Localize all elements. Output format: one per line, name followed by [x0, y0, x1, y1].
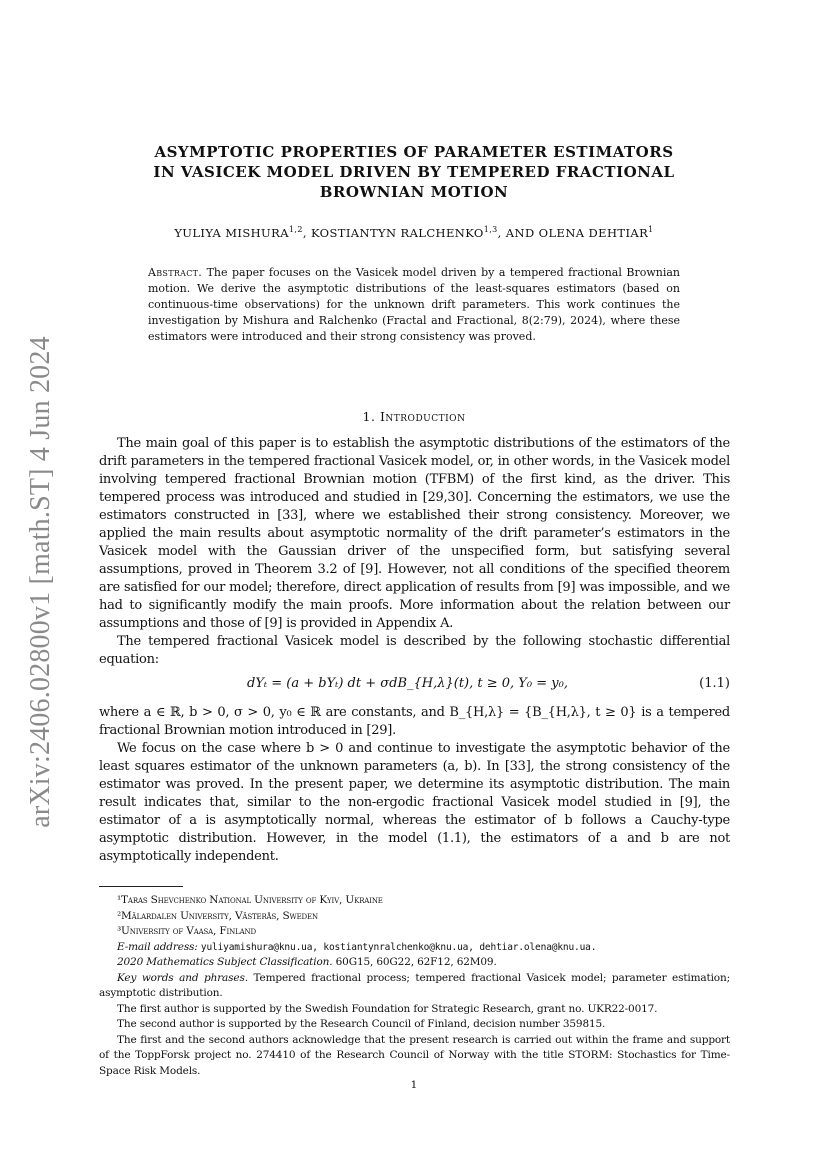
- intro-paragraph-block: [99, 435, 730, 669]
- author-name: OLENA DEHTIAR: [538, 225, 649, 240]
- arxiv-identifier[interactable]: [24, 334, 58, 830]
- display-equation: [99, 676, 730, 696]
- section-heading: [100, 409, 728, 424]
- body-paragraph: where a ∈ ℝ, b > 0, σ > 0, y₀ ∈ ℝ are constants, and B_{H,λ} = {B_{H,λ}, t ≥ 0} is a tempered fractional Brownian motion introduced in [29].: [99, 705, 730, 738]
- affiliation-footnote: ¹Taras Shevchenko National University of Kyiv, Ukraine: [117, 894, 383, 906]
- abstract-text: The paper focuses on the Vasicek model driven by a tempered fractional Brownian motion. We derive the asymptotic distributions of the least-squares estimators (based on continuous-time observations) for the unknown drift parameters. This work continues the investigation by Mishura and Ralchenko (Fractal and Fractional, 8(2:79), 2024), where these estimators were introduced and their strong consistency was proved.: [148, 266, 680, 343]
- funding-footnote: The first author is supported by the Swedish Foundation for Strategic Research, grant no. UKR22-0017.: [117, 1002, 658, 1015]
- keywords-label: Key words and phrases.: [117, 971, 248, 984]
- affiliation-footnote: ²Mälardalen University, Västerås, Sweden: [117, 909, 318, 922]
- abstract: [148, 265, 680, 345]
- email-addresses[interactable]: yuliyamishura@knu.ua, kostiantynralchenko@knu.ua, dehtiar.olena@knu.ua.: [200, 941, 597, 953]
- equation-number: (1.1): [699, 676, 730, 691]
- equation-formula: dYₜ = (a + bYₜ) dt + σdB_{H,λ}(t), t ≥ 0, Y₀ = y₀,: [247, 676, 568, 691]
- email-footnote: [99, 940, 730, 956]
- funding-footnote: The second author is supported by the Research Council of Finland, decision number 359815.: [117, 1018, 606, 1030]
- msc-label: 2020 Mathematics Subject Classification.: [117, 956, 333, 968]
- footnote-divider: [99, 886, 183, 887]
- author-name: YULIYA MISHURA: [174, 225, 289, 240]
- body-paragraph: We focus on the case where b > 0 and continue to investigate the asymptotic behavior of the least squares estimator of the unknown parameters (a, b). In [33], the strong consistency of the estimator was proved. In the present paper, we determine its asymptotic distribution. The main result indicates that, similar to the non-ergodic fractional Vasicek model studied in [9], the estimator of a is asymptotically normal, whereas the estimator of b follows a Cauchy-type asymptotic distribution. However, in the model (1.1), the estimators of a and b are not asymptotically independent.: [99, 741, 730, 864]
- keywords-footnote: [99, 971, 730, 1002]
- page-number: 1: [410, 1079, 418, 1091]
- author-conjunction: AND: [505, 225, 535, 240]
- title-line: BROWNIAN MOTION: [319, 183, 509, 201]
- affiliation-footnote: ³University of Vaasa, Finland: [117, 925, 256, 937]
- intro-paragraph-block-2: [99, 704, 730, 866]
- author-list: YULIYA MISHURA$^{1,2}$, KOSTIANTYN RALCHENKO$^{1,3}$, AND OLENA DEHTIAR$^1$: [174, 225, 654, 240]
- author-name: KOSTIANTYN RALCHENKO: [310, 225, 484, 240]
- body-paragraph: The main goal of this paper is to establish the asymptotic distributions of the estimators of the drift parameters in the tempered fractional Vasicek model, or, in other words, in the Vasicek model involving tempered fractional Brownian motion (TFBM) of the first kind, as the driver. This tempered process was introduced and studied in [29,30]. Concerning the estimators, we use the estimators constructed in [33], where we established their strong consistency. Moreover, we applied the main results about asymptotic normality of the drift parameter’s estimators in the Vasicek model with the Gaussian driver of the unspecified form, but satisfying several assumptions, proved in Theorem 3.2 of [9]. However, not all conditions of the specified theorem are satisfied for our model; therefore, direct application of results from [9] was impossible, and we had to significantly modify the main proofs. More information about the relation between our assumptions and those of [9] is provided in Appendix A.: [99, 436, 730, 631]
- arxiv-identifier-text: arXiv:2406.02800v1 [math.ST] 4 Jun 2024: [25, 336, 57, 828]
- paper-title: [130, 142, 698, 202]
- msc-footnote: [99, 955, 730, 971]
- affiliation-marker: 1: [648, 225, 654, 234]
- title-line: ASYMPTOTIC PROPERTIES OF PARAMETER ESTIMATORS: [154, 143, 674, 161]
- keywords-text: Tempered fractional process; tempered fractional Vasicek model; parameter estimation; asymptotic distribution.: [99, 971, 730, 999]
- affiliation-marker: 1,3: [483, 225, 498, 234]
- abstract-heading: Abstract.: [148, 266, 203, 279]
- funding-footnote: The first and the second authors acknowledge that the present research is carried out within the frame and support of the ToppForsk project no. 274410 of the Research Council of Norway with the title STORM: Stochastics for Time-Space Risk Models.: [99, 1033, 730, 1077]
- title-line: IN VASICEK MODEL DRIVEN BY TEMPERED FRACTIONAL: [153, 163, 675, 181]
- email-label: E-mail address:: [117, 940, 198, 953]
- body-paragraph: The tempered fractional Vasicek model is described by the following stochastic differential equation:: [99, 634, 730, 667]
- affiliation-marker: 1,2: [288, 225, 303, 234]
- section-title: Introduction: [379, 409, 466, 424]
- footnotes: [99, 893, 730, 1079]
- section-number: 1.: [362, 409, 376, 424]
- msc-codes: 60G15, 60G22, 62F12, 62M09.: [335, 956, 497, 968]
